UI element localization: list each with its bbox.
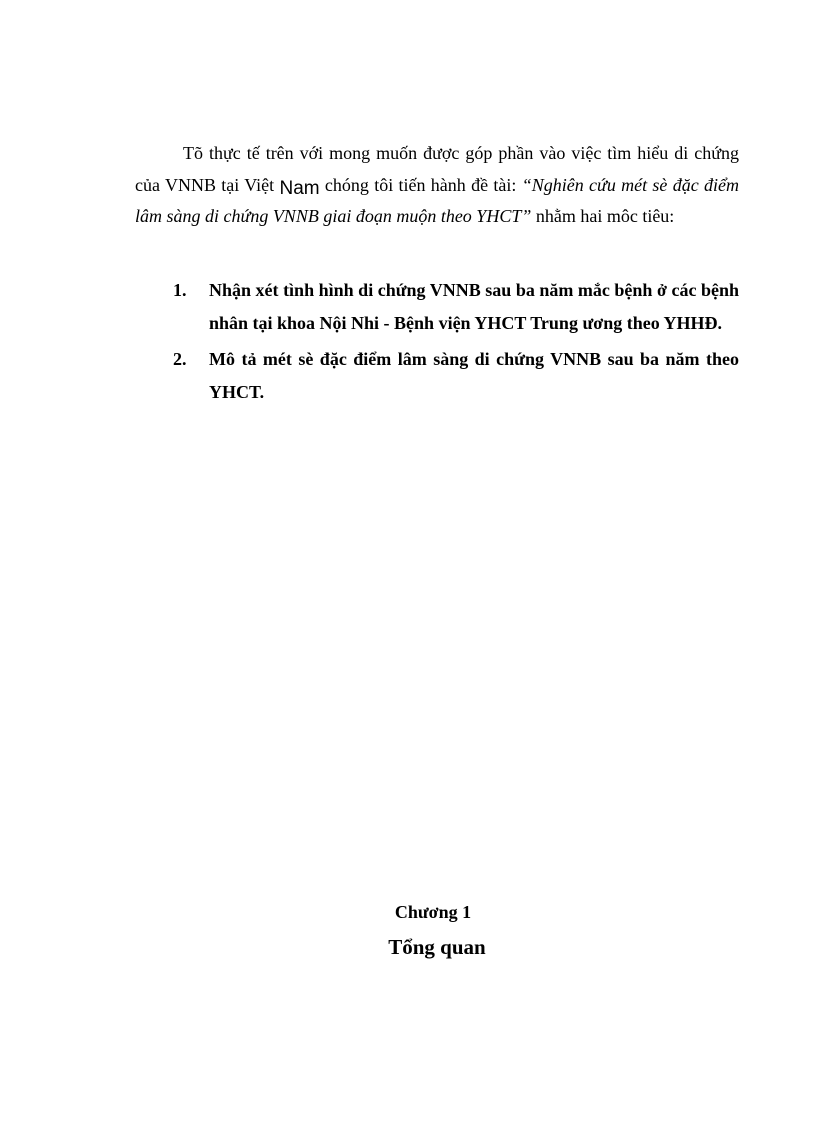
intro-text-nam: Nam bbox=[279, 177, 320, 199]
objective-item bbox=[135, 274, 739, 339]
objectives-list bbox=[135, 274, 739, 412]
objective-item bbox=[135, 343, 739, 408]
chapter-title: Tổng quan bbox=[388, 935, 486, 959]
objective-text: Nhận xét tình hình di chứng VNNB sau ba năm mắc bệnh ở các bệnh nhân tại khoa Nội Nhi - Bệnh viện YHCT Trung ương theo YHHĐ. bbox=[209, 280, 739, 333]
intro-text-part3: nhằm hai môc tiêu: bbox=[531, 206, 675, 226]
intro-quote: “Nghiên cứu mét sè đặc điểm lâm sàng di chứng VNNB giai đoạn muộn theo YHCT” bbox=[135, 174, 740, 226]
objective-number: 2. bbox=[173, 349, 187, 369]
intro-text-part2: chóng tôi tiến hành đề tài: bbox=[319, 174, 522, 195]
intro-text-part1: Tõ thực tế trên với mong muốn được góp phần vào việc tìm hiểu di chứng của VNNB tại Việt bbox=[135, 143, 739, 195]
intro-paragraph bbox=[135, 138, 739, 233]
objective-text: Mô tả mét sè đặc điểm lâm sàng di chứng VNNB sau ba năm theo YHCT. bbox=[209, 349, 739, 402]
chapter-label: Chương 1 bbox=[394, 902, 472, 922]
objective-number: 1. bbox=[173, 280, 187, 300]
